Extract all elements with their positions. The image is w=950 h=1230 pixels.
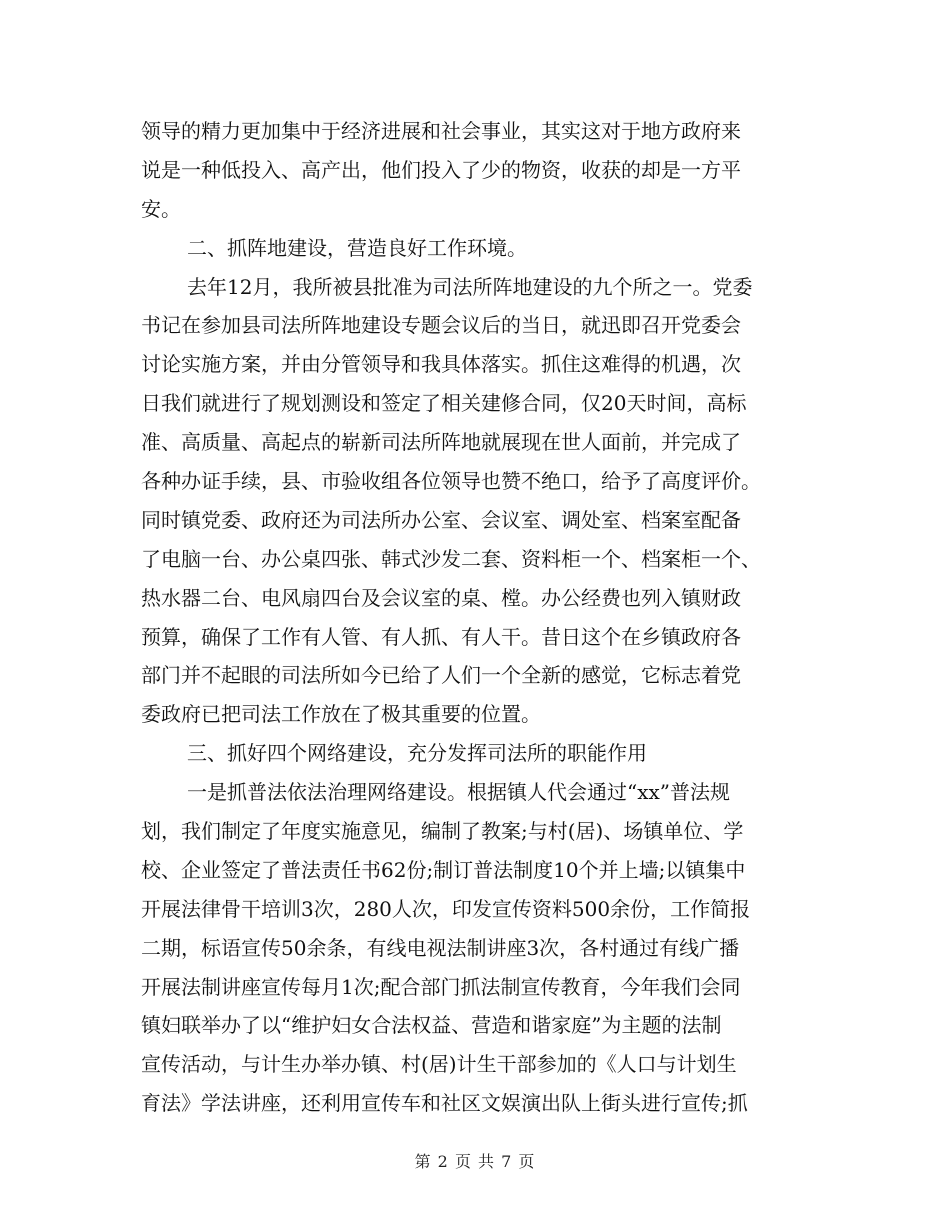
section-heading: 三、抓好四个网络建设，充分发挥司法所的职能作用 <box>187 741 647 766</box>
text-line: 宣传活动，与计生办举办镇、村(居)计生干部参加的《人口与计划生 <box>141 1052 737 1077</box>
text-line: 开展法制讲座宣传每月1次;配合部门抓法制宣传教育，今年我们会同 <box>141 974 741 999</box>
text-line: 校、企业签定了普法责任书62份;制订普法制度10个并上墙;以镇集中 <box>141 857 746 882</box>
text-line: 各种办证手续，县、市验收组各位领导也赞不绝口，给予了高度评价。 <box>141 469 761 494</box>
text-line: 领导的精力更加集中于经济进展和社会事业，其实这对于地方政府来 <box>141 119 741 143</box>
text-line: 热水器二台、电风扇四台及会议室的桌、樘。办公经费也列入镇财政 <box>141 585 741 610</box>
body-text <box>141 112 813 1123</box>
text-line: 说是一种低投入、高产出，他们投入了少的物资，收获的却是一方平 <box>141 157 741 182</box>
text-line: 开展法律骨干培训3次，280人次，印发宣传资料500余份，工作简报 <box>141 896 751 921</box>
page-number-footer: 第 2 页 共 7 页 <box>414 1152 536 1171</box>
text-line: 书记在参加县司法所阵地建设专题会议后的当日，就迅即召开党委会 <box>141 313 741 338</box>
text-line: 委政府已把司法工作放在了极其重要的位置。 <box>141 702 541 727</box>
text-line: 讨论实施方案，并由分管领导和我具体落实。抓住这难得的机遇，次 <box>141 352 741 377</box>
text-line: 镇妇联举办了以“维护妇女合法权益、营造和谐家庭”为主题的法制 <box>141 1013 722 1038</box>
text-line: 划，我们制定了年度实施意见，编制了教案;与村(居)、场镇单位、学 <box>141 819 744 844</box>
text-line: 了电脑一台、办公桌四张、韩式沙发二套、资料柜一个、档案柜一个、 <box>141 546 761 571</box>
text-line: 安。 <box>141 196 181 221</box>
text-line: 同时镇党委、政府还为司法所办公室、会议室、调处室、档案室配备 <box>141 507 741 532</box>
text-line: 部门并不起眼的司法所如今已给了人们一个全新的感觉，它标志着党 <box>141 663 741 688</box>
text-line: 准、高质量、高起点的崭新司法所阵地就展现在世人面前，并完成了 <box>141 430 741 455</box>
text-line: 日我们就进行了规划测设和签定了相关建修合同，仅20天时间，高标 <box>141 391 747 416</box>
text-line: 二期，标语宣传50余条，有线电视法制讲座3次，各村通过有线广播 <box>141 935 740 960</box>
text-line: 育法》学法讲座，还利用宣传车和社区文娱演出队上街头进行宣传;抓 <box>141 1091 748 1116</box>
text-line: 预算，确保了工作有人管、有人抓、有人干。昔日这个在乡镇政府各 <box>141 624 741 649</box>
paragraph-start: 去年12月，我所被县批准为司法所阵地建设的九个所之一。党委 <box>187 274 753 299</box>
paragraph-start: 一是抓普法依法治理网络建设。根据镇人代会通过“xx”普法规 <box>187 780 731 805</box>
section-heading: 二、抓阵地建设，营造良好工作环境。 <box>187 235 527 260</box>
